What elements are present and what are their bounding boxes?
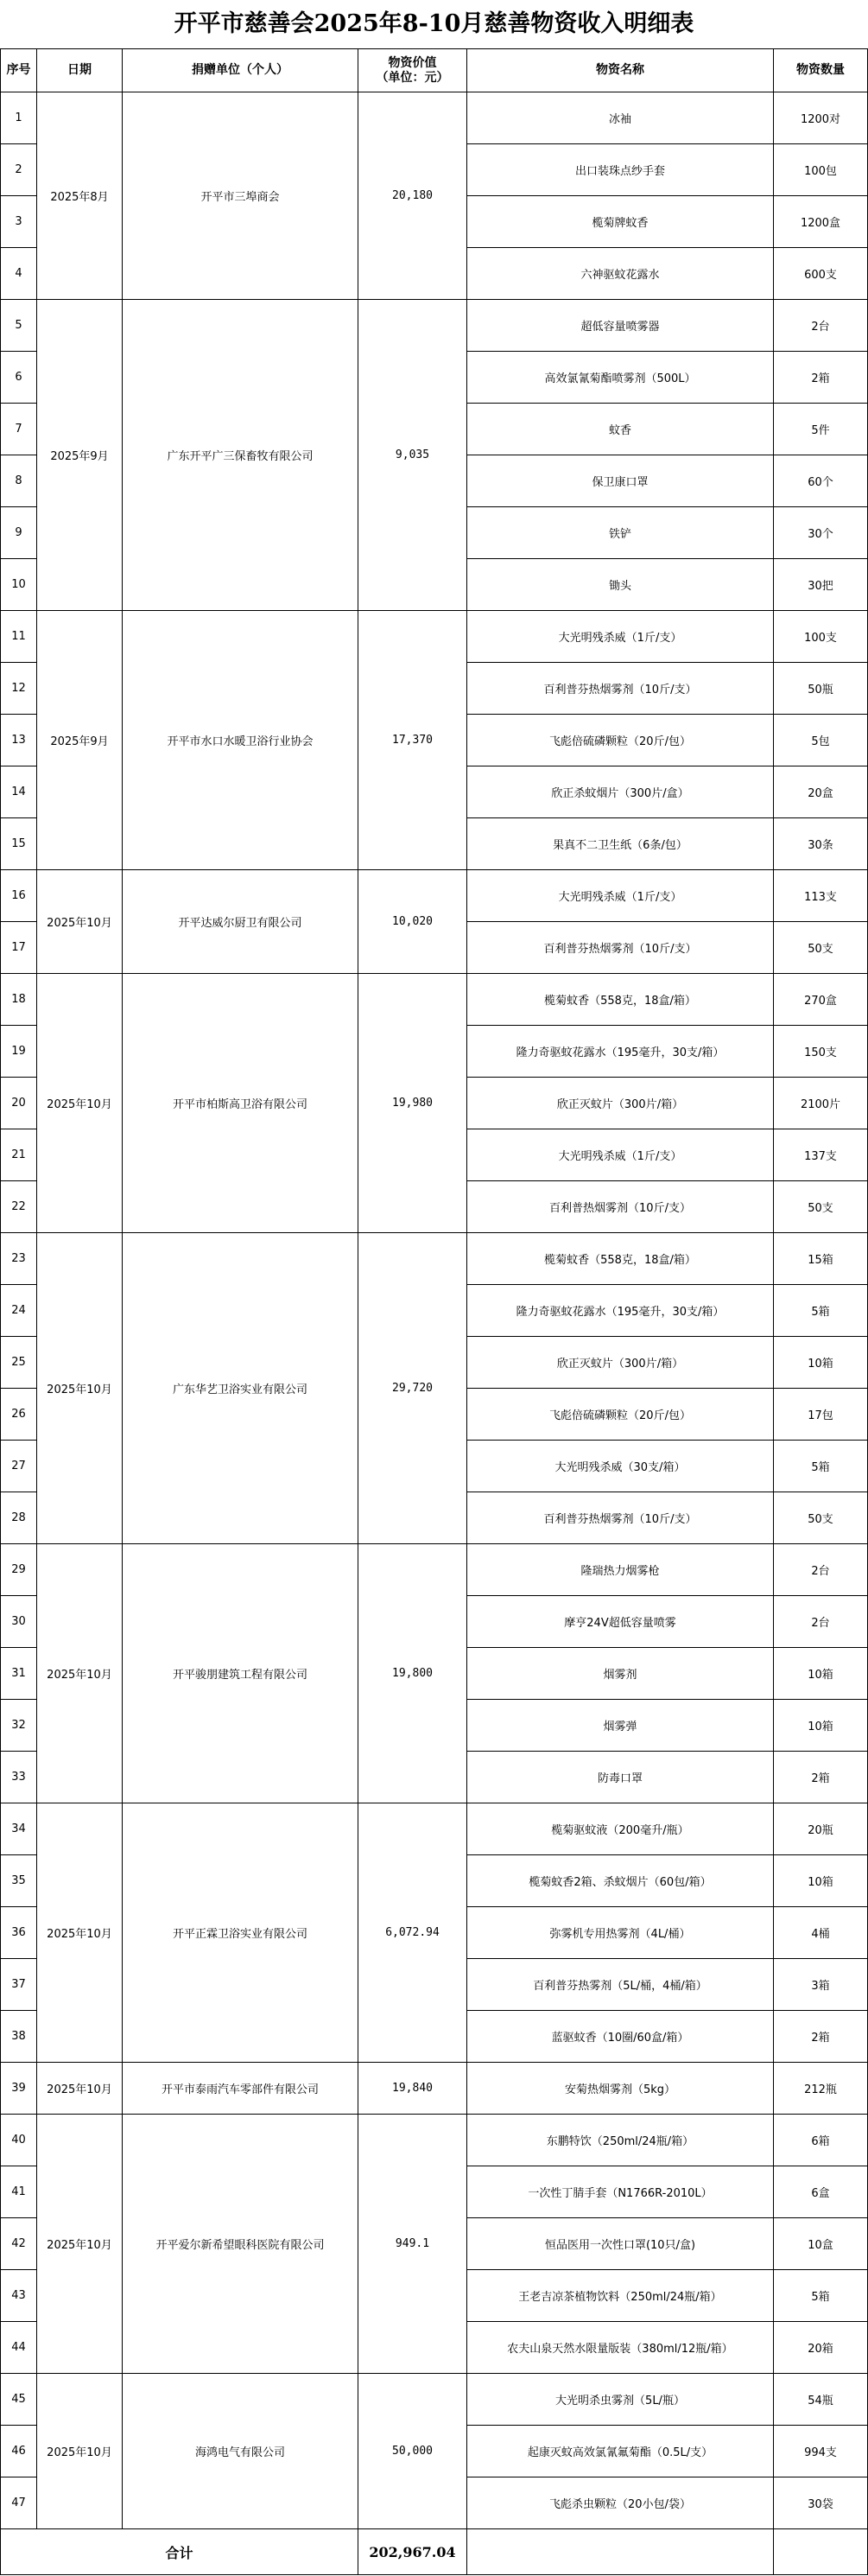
- table-row: [1, 92, 868, 144]
- row-number: 33: [1, 1752, 37, 1803]
- item-quantity: 10箱: [774, 1855, 868, 1907]
- donation-value: 19,800: [358, 1544, 467, 1803]
- row-number: 28: [1, 1492, 37, 1544]
- row-number: 1: [1, 92, 37, 144]
- item-name: 果真不二卫生纸（6条/包）: [467, 818, 774, 870]
- donation-date: 2025年10月: [37, 2063, 123, 2115]
- donor-name: 开平市泰雨汽车零部件有限公司: [123, 2063, 358, 2115]
- item-quantity: 270盒: [774, 974, 868, 1026]
- item-name: 起康灭蚊高效氯氰氟菊酯（0.5L/支）: [467, 2426, 774, 2477]
- item-name: 榄菊蚊香（558克，18盒/箱）: [467, 974, 774, 1026]
- item-quantity: 150支: [774, 1026, 868, 1078]
- row-number: 32: [1, 1700, 37, 1752]
- header-row: [1, 49, 868, 92]
- total-row: [1, 2529, 868, 2575]
- item-quantity: 60个: [774, 455, 868, 507]
- row-number: 21: [1, 1129, 37, 1181]
- table-row: [1, 2115, 868, 2166]
- row-number: 14: [1, 766, 37, 818]
- item-quantity: 2台: [774, 1544, 868, 1596]
- item-quantity: 30条: [774, 818, 868, 870]
- item-quantity: 2台: [774, 300, 868, 352]
- row-number: 17: [1, 922, 37, 974]
- item-quantity: 6盒: [774, 2166, 868, 2218]
- item-name: 百利普热烟雾剂（10斤/支）: [467, 1181, 774, 1233]
- row-number: 38: [1, 2011, 37, 2063]
- item-quantity: 10箱: [774, 1648, 868, 1700]
- row-number: 9: [1, 507, 37, 559]
- item-quantity: 137支: [774, 1129, 868, 1181]
- item-name: 百利普芬热烟雾剂（10斤/支）: [467, 1492, 774, 1544]
- donation-value: 20,180: [358, 92, 467, 300]
- item-quantity: 50支: [774, 922, 868, 974]
- item-name: 欣正灭蚊片（300片/箱）: [467, 1078, 774, 1129]
- item-name: 欣正灭蚊片（300片/箱）: [467, 1337, 774, 1389]
- item-quantity: 100包: [774, 144, 868, 196]
- item-quantity: 600支: [774, 248, 868, 300]
- item-name: 烟雾弹: [467, 1700, 774, 1752]
- item-name: 飞彪倍硫磷颗粒（20斤/包）: [467, 1389, 774, 1441]
- item-quantity: 30个: [774, 507, 868, 559]
- item-quantity: 2箱: [774, 352, 868, 404]
- item-quantity: 30把: [774, 559, 868, 611]
- header-value-line1: 物资价值: [388, 55, 437, 70]
- item-quantity: 10箱: [774, 1337, 868, 1389]
- item-name: 大光明残杀威（1斤/支）: [467, 1129, 774, 1181]
- item-name: 一次性丁腈手套（N1766R-2010L）: [467, 2166, 774, 2218]
- row-number: 2: [1, 144, 37, 196]
- row-number: 36: [1, 1907, 37, 1959]
- donation-value: 17,370: [358, 611, 467, 870]
- item-name: 高效氯氰菊酯喷雾剂（500L）: [467, 352, 774, 404]
- donor-name: 广东开平广三保畜牧有限公司: [123, 300, 358, 611]
- row-number: 29: [1, 1544, 37, 1596]
- item-name: 烟雾剂: [467, 1648, 774, 1700]
- item-name: 大光明残杀威（30支/箱）: [467, 1441, 774, 1492]
- row-number: 22: [1, 1181, 37, 1233]
- donation-date: 2025年9月: [37, 611, 123, 870]
- item-name: 欣正杀蚊烟片（300片/盒）: [467, 766, 774, 818]
- row-number: 27: [1, 1441, 37, 1492]
- donation-value: 19,980: [358, 974, 467, 1233]
- item-name: 榄菊蚊香2箱、杀蚊烟片（60包/箱）: [467, 1855, 774, 1907]
- row-number: 11: [1, 611, 37, 663]
- header-donor: 捐赠单位（个人）: [123, 49, 358, 92]
- item-quantity: 2箱: [774, 1752, 868, 1803]
- row-number: 46: [1, 2426, 37, 2477]
- donation-table: [0, 48, 868, 2575]
- row-number: 43: [1, 2270, 37, 2322]
- item-quantity: 30袋: [774, 2477, 868, 2529]
- item-quantity: 5箱: [774, 2270, 868, 2322]
- donor-name: 开平市三埠商会: [123, 92, 358, 300]
- table-row: [1, 974, 868, 1026]
- total-value: 202,967.04: [358, 2529, 467, 2575]
- item-name: 六神驱蚊花露水: [467, 248, 774, 300]
- donation-date: 2025年10月: [37, 1803, 123, 2063]
- donation-value: 949.1: [358, 2115, 467, 2374]
- item-quantity: 5箱: [774, 1441, 868, 1492]
- row-number: 39: [1, 2063, 37, 2115]
- donation-value: 50,000: [358, 2374, 467, 2529]
- header-value: [358, 49, 467, 92]
- item-name: 防毒口罩: [467, 1752, 774, 1803]
- item-quantity: 3箱: [774, 1959, 868, 2011]
- donation-date: 2025年10月: [37, 1233, 123, 1544]
- item-quantity: 20瓶: [774, 1803, 868, 1855]
- donor-name: 开平市水口水暖卫浴行业协会: [123, 611, 358, 870]
- table-row: [1, 2374, 868, 2426]
- row-number: 31: [1, 1648, 37, 1700]
- item-name: 农夫山泉天然水限量版装（380ml/12瓶/箱）: [467, 2322, 774, 2374]
- item-name: 恒品医用一次性口罩(10只/盒): [467, 2218, 774, 2270]
- item-name: 超低容量喷雾器: [467, 300, 774, 352]
- row-number: 42: [1, 2218, 37, 2270]
- row-number: 24: [1, 1285, 37, 1337]
- donation-date: 2025年8月: [37, 92, 123, 300]
- header-qty: 物资数量: [774, 49, 868, 92]
- item-name: 保卫康口罩: [467, 455, 774, 507]
- item-quantity: 6箱: [774, 2115, 868, 2166]
- donation-value: 10,020: [358, 870, 467, 974]
- donor-name: 开平爱尔新希望眼科医院有限公司: [123, 2115, 358, 2374]
- item-quantity: 15箱: [774, 1233, 868, 1285]
- item-quantity: 1200盒: [774, 196, 868, 248]
- item-name: 大光明残杀威（1斤/支）: [467, 870, 774, 922]
- item-name: 冰袖: [467, 92, 774, 144]
- row-number: 37: [1, 1959, 37, 2011]
- item-name: 蚊香: [467, 404, 774, 455]
- item-name: 百利普芬热烟雾剂（10斤/支）: [467, 663, 774, 715]
- table-body: [1, 92, 868, 2529]
- donor-name: 开平骏朋建筑工程有限公司: [123, 1544, 358, 1803]
- table-row: [1, 1233, 868, 1285]
- item-name: 锄头: [467, 559, 774, 611]
- item-quantity: 17包: [774, 1389, 868, 1441]
- donation-value: 29,720: [358, 1233, 467, 1544]
- row-number: 7: [1, 404, 37, 455]
- item-name: 王老吉凉茶植物饮料（250ml/24瓶/箱）: [467, 2270, 774, 2322]
- header-value-line2: （单位：元）: [376, 70, 449, 85]
- donation-date: 2025年10月: [37, 1544, 123, 1803]
- row-number: 45: [1, 2374, 37, 2426]
- item-quantity: 5件: [774, 404, 868, 455]
- row-number: 25: [1, 1337, 37, 1389]
- item-name: 隆力奇驱蚊花露水（195毫升，30支/箱）: [467, 1285, 774, 1337]
- item-quantity: 54瓶: [774, 2374, 868, 2426]
- item-name: 大光明残杀威（1斤/支）: [467, 611, 774, 663]
- row-number: 10: [1, 559, 37, 611]
- donation-value: 9,035: [358, 300, 467, 611]
- donation-date: 2025年10月: [37, 2374, 123, 2529]
- row-number: 44: [1, 2322, 37, 2374]
- total-qty-empty: [774, 2529, 868, 2575]
- item-quantity: 2台: [774, 1596, 868, 1648]
- item-quantity: 50支: [774, 1492, 868, 1544]
- item-name: 铁铲: [467, 507, 774, 559]
- item-quantity: 50支: [774, 1181, 868, 1233]
- row-number: 35: [1, 1855, 37, 1907]
- donation-date: 2025年9月: [37, 300, 123, 611]
- item-name: 榄菊牌蚊香: [467, 196, 774, 248]
- item-name: 大光明杀虫雾剂（5L/瓶）: [467, 2374, 774, 2426]
- row-number: 15: [1, 818, 37, 870]
- donor-name: 开平正霖卫浴实业有限公司: [123, 1803, 358, 2063]
- row-number: 19: [1, 1026, 37, 1078]
- header-item: 物资名称: [467, 49, 774, 92]
- row-number: 16: [1, 870, 37, 922]
- header-no: 序号: [1, 49, 37, 92]
- donor-name: 海鸿电气有限公司: [123, 2374, 358, 2529]
- donation-value: 6,072.94: [358, 1803, 467, 2063]
- item-quantity: 2箱: [774, 2011, 868, 2063]
- header-date: 日期: [37, 49, 123, 92]
- table-row: [1, 2063, 868, 2115]
- row-number: 30: [1, 1596, 37, 1648]
- item-quantity: 10箱: [774, 1700, 868, 1752]
- donation-date: 2025年10月: [37, 974, 123, 1233]
- item-name: 弥雾机专用热雾剂（4L/桶）: [467, 1907, 774, 1959]
- item-quantity: 50瓶: [774, 663, 868, 715]
- item-quantity: 5箱: [774, 1285, 868, 1337]
- row-number: 4: [1, 248, 37, 300]
- row-number: 23: [1, 1233, 37, 1285]
- row-number: 18: [1, 974, 37, 1026]
- table-row: [1, 300, 868, 352]
- donation-value: 19,840: [358, 2063, 467, 2115]
- item-name: 百利普芬热烟雾剂（10斤/支）: [467, 922, 774, 974]
- row-number: 34: [1, 1803, 37, 1855]
- donation-date: 2025年10月: [37, 870, 123, 974]
- table-row: [1, 1803, 868, 1855]
- item-name: 东鹏特饮（250ml/24瓶/箱）: [467, 2115, 774, 2166]
- item-name: 飞彪倍硫磷颗粒（20斤/包）: [467, 715, 774, 766]
- row-number: 41: [1, 2166, 37, 2218]
- table-row: [1, 870, 868, 922]
- donor-name: 广东华艺卫浴实业有限公司: [123, 1233, 358, 1544]
- item-quantity: 2100片: [774, 1078, 868, 1129]
- row-number: 40: [1, 2115, 37, 2166]
- page-title: 开平市慈善会2025年8-10月慈善物资收入明细表: [174, 10, 694, 37]
- item-name: 榄菊驱蚊液（200毫升/瓶）: [467, 1803, 774, 1855]
- donor-name: 开平市柏斯高卫浴有限公司: [123, 974, 358, 1233]
- item-quantity: 1200对: [774, 92, 868, 144]
- item-name: 安菊热烟雾剂（5kg）: [467, 2063, 774, 2115]
- row-number: 6: [1, 352, 37, 404]
- donation-date: 2025年10月: [37, 2115, 123, 2374]
- row-number: 13: [1, 715, 37, 766]
- row-number: 12: [1, 663, 37, 715]
- row-number: 26: [1, 1389, 37, 1441]
- item-quantity: 20盒: [774, 766, 868, 818]
- item-name: 隆力奇驱蚊花露水（195毫升，30支/箱）: [467, 1026, 774, 1078]
- item-quantity: 4桶: [774, 1907, 868, 1959]
- item-quantity: 212瓶: [774, 2063, 868, 2115]
- item-quantity: 113支: [774, 870, 868, 922]
- row-number: 47: [1, 2477, 37, 2529]
- item-name: 隆瑞热力烟雾枪: [467, 1544, 774, 1596]
- item-name: 榄菊蚊香（558克，18盒/箱）: [467, 1233, 774, 1285]
- total-label: 合计: [1, 2529, 358, 2575]
- item-name: 百利普芬热雾剂（5L/桶，4桶/箱）: [467, 1959, 774, 2011]
- item-quantity: 5包: [774, 715, 868, 766]
- row-number: 8: [1, 455, 37, 507]
- donor-name: 开平达威尔厨卫有限公司: [123, 870, 358, 974]
- item-name: 飞彪杀虫颗粒（20小包/袋）: [467, 2477, 774, 2529]
- table-row: [1, 611, 868, 663]
- table-row: [1, 1544, 868, 1596]
- item-name: 出口装珠点纱手套: [467, 144, 774, 196]
- item-name: 蓝驱蚊香（10圈/60盒/箱）: [467, 2011, 774, 2063]
- total-item-empty: [467, 2529, 774, 2575]
- item-quantity: 20箱: [774, 2322, 868, 2374]
- row-number: 20: [1, 1078, 37, 1129]
- item-quantity: 10盒: [774, 2218, 868, 2270]
- row-number: 5: [1, 300, 37, 352]
- item-name: 摩亨24V超低容量喷雾: [467, 1596, 774, 1648]
- item-quantity: 994支: [774, 2426, 868, 2477]
- item-quantity: 100支: [774, 611, 868, 663]
- row-number: 3: [1, 196, 37, 248]
